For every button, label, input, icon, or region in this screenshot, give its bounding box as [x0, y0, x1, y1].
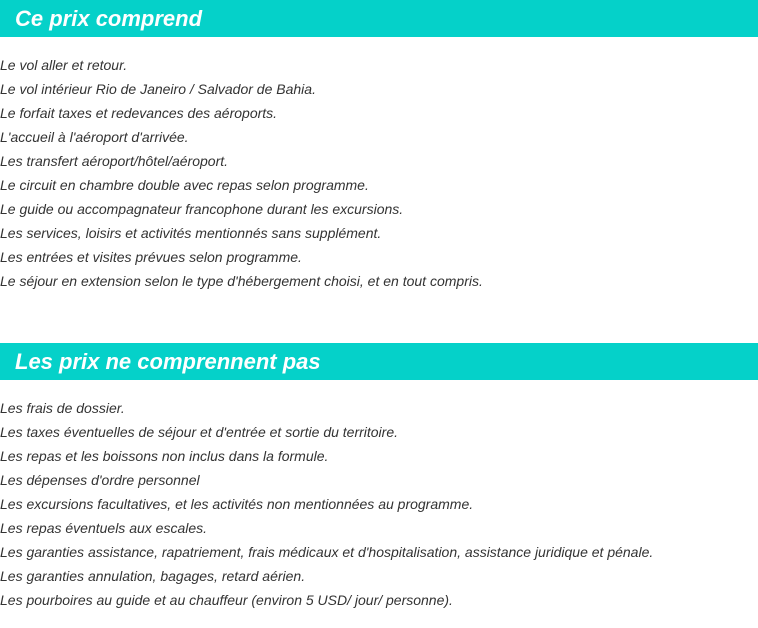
list-item: Les pourboires au guide et au chauffeur (environ 5 USD/ jour/ personne). [0, 592, 453, 608]
list-item: Les excursions facultatives, et les activités non mentionnées au programme. [0, 496, 474, 512]
included-section-header [0, 0, 758, 37]
list-item: Le vol intérieur Rio de Janeiro / Salvador de Bahia. [0, 81, 316, 97]
list-item: Les entrées et visites prévues selon programme. [0, 249, 302, 265]
list-item: Les taxes éventuelles de séjour et d'entrée et sortie du territoire. [0, 424, 399, 440]
list-item: Les repas éventuels aux escales. [0, 520, 208, 536]
list-item: Les transfert aéroport/hôtel/aéroport. [0, 153, 229, 169]
list-item: Les repas et les boissons non inclus dans la formule. [0, 448, 329, 464]
included-section-title: Ce prix comprend [15, 5, 203, 31]
list-item: L'accueil à l'aéroport d'arrivée. [0, 129, 189, 145]
list-item: Le vol aller et retour. [0, 57, 128, 73]
list-item: Le guide ou accompagnateur francophone durant les excursions. [0, 201, 404, 217]
list-item: Les garanties annulation, bagages, retard aérien. [0, 568, 306, 584]
list-item: Le circuit en chambre double avec repas selon programme. [0, 177, 369, 193]
list-item: Le séjour en extension selon le type d'hébergement choisi, et en tout compris. [0, 273, 483, 289]
list-item: Les frais de dossier. [0, 400, 125, 416]
not-included-section-title: Les prix ne comprennent pas [15, 348, 321, 374]
list-item: Les garanties assistance, rapatriement, frais médicaux et d'hospitalisation, assistance juridique et pénale. [0, 544, 654, 560]
list-item: Le forfait taxes et redevances des aéroports. [0, 105, 278, 121]
list-item: Les dépenses d'ordre personnel [0, 472, 200, 488]
not-included-section-header [0, 343, 758, 380]
included-list [0, 53, 483, 293]
not-included-list [0, 396, 653, 612]
list-item: Les services, loisirs et activités mentionnés sans supplément. [0, 225, 382, 241]
